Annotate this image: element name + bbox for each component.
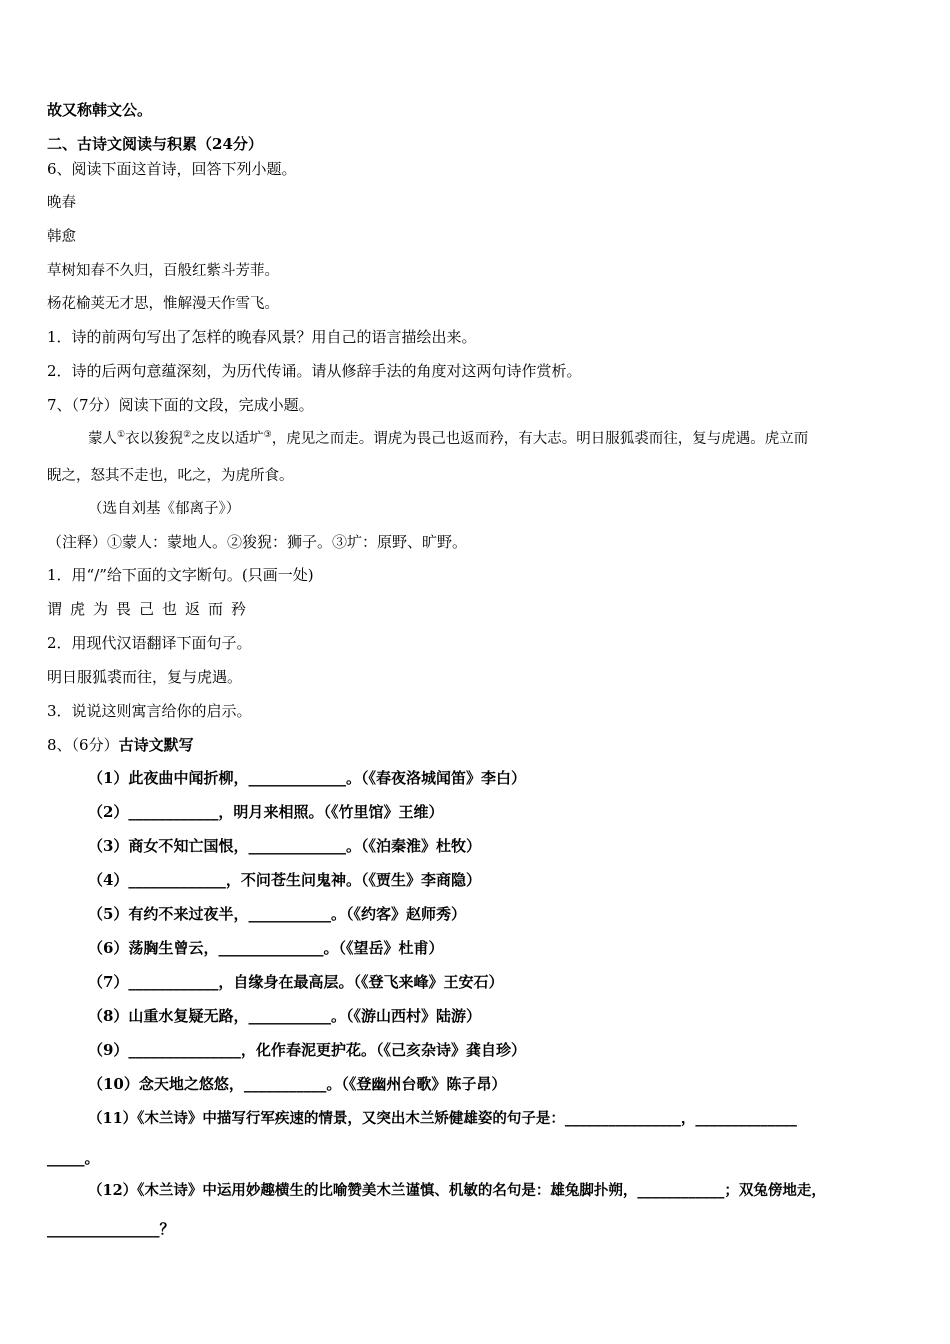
question-8-title: 古诗文默写: [118, 736, 194, 754]
fill-blank-1: （1）此夜曲中闻折柳，_____________。（《春夜洛城闻笛》李白）: [88, 769, 526, 787]
footnote-marker: ②: [183, 430, 192, 440]
footnote-marker: ③: [263, 430, 272, 440]
passage-text: 之皮以适圹: [191, 431, 264, 447]
passage-line-1: [88, 429, 808, 449]
fill-blank-11-cont: _____。: [47, 1149, 100, 1167]
passage-line-2: 睨之，怒其不走也，叱之，为虎所食。: [47, 468, 294, 484]
fill-blank-9: （9）_______________，化作春泥更护花。（《己亥杂诗》龚自珍）: [88, 1041, 526, 1059]
translation-sentence: 明日服狐裘而往，复与虎遇。: [47, 668, 243, 686]
annotation: （注释）①蒙人：蒙地人。②狻猊：狮子。③圹：原野、旷野。: [47, 533, 468, 551]
fill-blank-3: （3）商女不知亡国恨，_____________。（《泊秦淮》杜牧）: [88, 837, 481, 855]
section-heading: 二、古诗文阅读与积累（24分）: [47, 135, 263, 153]
question-6-prompt: 6、阅读下面这首诗，回答下列小题。: [47, 160, 297, 178]
footnote-marker: ①: [117, 430, 126, 440]
fill-blank-4: （4）_____________，不问苍生问鬼神。（《贾生》李商隐）: [88, 871, 481, 889]
poem-line-1: 草树知春不久归，百般红紫斗芳菲。: [47, 263, 279, 279]
question-7-1: 1．用“/”给下面的文字断句。(只画一处): [47, 566, 314, 584]
question-7-2: 2．用现代汉语翻译下面句子。: [47, 634, 252, 652]
text-line: 故又称韩文公。: [47, 101, 153, 119]
passage-source: （选自刘基《郁离子》）: [88, 501, 241, 517]
fill-blank-12: （12）《木兰诗》中运用妙趣横生的比喻赞美木兰谨慎、机敏的名句是：雄兔脚扑朔，____________；双兔傍地走，: [88, 1182, 826, 1199]
punctuation-sentence: 谓虎为畏己也返而矜: [47, 600, 255, 618]
passage-text: ，虎见之而走。谓虎为畏己也返而矜，有大志。明日服狐裘而往，复与虎遇。虎立而: [271, 431, 809, 447]
poem-title: 晚春: [47, 195, 76, 211]
fill-blank-12-cont: _______________？: [47, 1220, 175, 1238]
question-7-3: 3．说说这则寓言给你的启示。: [47, 702, 252, 720]
fill-blank-11: （11）《木兰诗》中描写行军疾速的情景，又突出木兰矫健雄姿的句子是：________________，______________: [88, 1110, 797, 1127]
passage-text: 蒙人: [88, 431, 117, 447]
fill-blank-10: （10）念天地之悠悠，___________。（《登幽州台歌》陈子昂）: [88, 1075, 507, 1093]
fill-blank-7: （7）____________，自缘身在最高层。（《登飞来峰》王安石）: [88, 973, 504, 991]
question-8-score: 8、（6分）: [47, 736, 119, 754]
question-8-prompt: [47, 735, 194, 755]
question-6-1: 1．诗的前两句写出了怎样的晚春风景？用自己的语言描绘出来。: [47, 328, 477, 346]
fill-blank-8: （8）山重水复疑无路，___________。（《游山西村》陆游）: [88, 1007, 481, 1025]
question-7-prompt: 7、（7分）阅读下面的文段，完成小题。: [47, 396, 314, 414]
fill-blank-2: （2）____________，明月来相照。（《竹里馆》王维）: [88, 803, 444, 821]
fill-blank-5: （5）有约不来过夜半，___________。（《约客》赵师秀）: [88, 905, 466, 923]
poem-author: 韩愈: [47, 229, 76, 245]
poem-line-2: 杨花榆荚无才思，惟解漫天作雪飞。: [47, 296, 279, 312]
fill-blank-6: （6）荡胸生曾云，______________。（《望岳》杜甫）: [88, 939, 444, 957]
passage-text: 衣以狻猊: [125, 431, 184, 447]
question-6-2: 2．诗的后两句意蕴深刻，为历代传诵。请从修辞手法的角度对这两句诗作赏析。: [47, 362, 582, 380]
